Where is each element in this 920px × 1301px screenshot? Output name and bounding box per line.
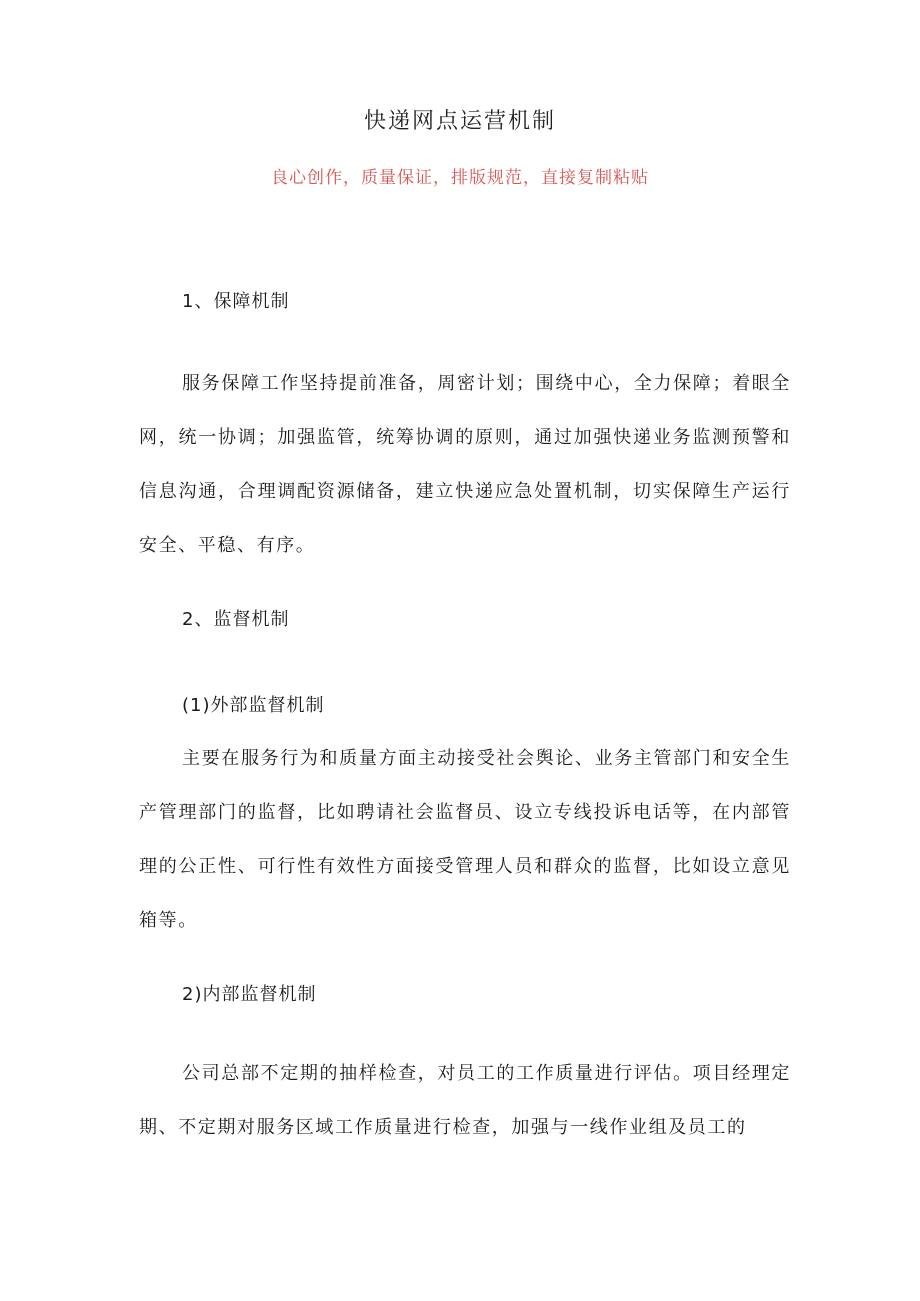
document-title: 快递网点运营机制 xyxy=(363,109,556,134)
document-subtitle: 良心创作，质量保证，排版规范，直接复制粘贴 xyxy=(271,168,649,188)
paragraph-internal-supervision: 公司总部不定期的抽样检查，对员工的工作质量进行评估。项目经理定期、不定期对服务区域工作质量进行检查，加强与一线作业组及员工的 xyxy=(139,1063,791,1138)
subheading-external-supervision: (1)外部监督机制 xyxy=(182,695,325,716)
subheading-internal-supervision: 2)内部监督机制 xyxy=(182,984,317,1005)
paragraph-external-supervision: 主要在服务行为和质量方面主动接受社会舆论、业务主管部门和安全生产管理部门的监督，比如聘请社会监督员、设立专线投诉电话等，在内部管理的公正性、可行性有效性方面接受管理人员和群众的监督，比如设立意见箱等。 xyxy=(139,748,791,931)
section-heading-guarantee: 1、保障机制 xyxy=(182,291,290,312)
paragraph-guarantee: 服务保障工作坚持提前准备，周密计划；围绕中心，全力保障；着眼全网，统一协调；加强监管，统筹协调的原则，通过加强快递业务监测预警和信息沟通，合理调配资源储备，建立快递应急处置机制，切实保障生产运行安全、平稳、有序。 xyxy=(139,373,791,556)
section-heading-supervision: 2、监督机制 xyxy=(182,609,290,630)
